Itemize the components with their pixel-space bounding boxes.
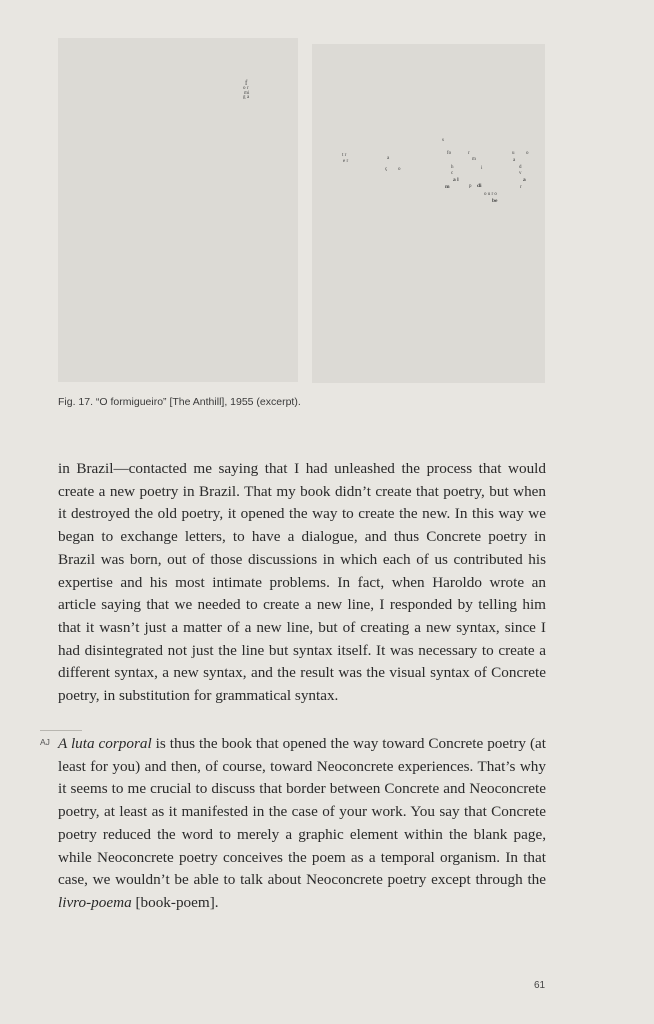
poem-letter: a	[247, 95, 250, 100]
book-title: A luta corporal	[58, 735, 152, 752]
poem-letter: o	[526, 151, 529, 156]
poem-letter: ç	[385, 167, 388, 172]
figure-caption: Fig. 17. “O formigueiro” [The Anthill], 1955 (excerpt).	[58, 396, 301, 408]
poem-letter: o	[398, 167, 401, 172]
poem-letter: c	[451, 171, 454, 176]
question-text: is thus the book that opened the way toward Concrete poetry (at least for you) and then, of course, toward Neoconcrete experiences. That’s why it seems to me crucial to discuss that border between Concrete and Neoconcrete poetry, at least as it manifested in the case of your work. You say that Concrete poetry reduced the word to merely a graphic element within the blank page, while Neoconcrete poetry conceives the poem as a temporal organism. In that case, we wouldn’t be able to talk about Neoconcrete poetry except through the	[58, 735, 546, 889]
poem-letter: a	[387, 156, 390, 161]
poem-letter: be	[492, 198, 498, 204]
poem-letter: t r	[342, 153, 347, 158]
poem-letter: r	[468, 151, 470, 156]
poem-letter: m	[244, 91, 248, 96]
poem-letter: a l	[453, 177, 459, 183]
poem-letter: h	[451, 165, 454, 170]
figure-left-page	[58, 38, 298, 382]
poem-letter: fo	[447, 151, 452, 156]
poem-letter: di	[477, 183, 482, 189]
poem-letter: r	[247, 86, 249, 91]
figure-right-page	[312, 44, 545, 383]
italic-term: livro-poema	[58, 893, 132, 911]
poem-letter: o u r o	[484, 192, 497, 197]
question-text-end: [book-poem].	[131, 893, 219, 911]
page-number: 61	[534, 980, 546, 991]
poem-letter: s	[442, 138, 444, 143]
poem-letter: m	[445, 184, 450, 190]
body-paragraph: in Brazil—contacted me saying that I had unleashed the process that would create a new poetry in Brazil. That my book didn’t create that poetry, but when it destroyed the old poetry, it opened the way to create the new. In this way we began to exchange letters, to have a dialogue, and thus Concrete poetry in Brazil was born, out of those discussions in which each of us contributed his expertise and his most intimate problems. In fact, when Haroldo wrote an article saying that we needed to create a new line, I responded by telling him that it wasn’t just a matter of a new line, but of creating a new syntax, since I had disintegrated not just the line but syntax itself. It was necessary to create a different syntax, a new syntax, and the result was the visual syntax of Concrete poetry, in substitution for grammatical syntax.	[58, 460, 546, 705]
body-paragraph-question	[58, 733, 546, 915]
speaker-label: AJ	[40, 737, 50, 747]
poem-letter: i	[481, 166, 483, 171]
speaker-rule	[40, 730, 82, 731]
poem-letter: a	[523, 177, 526, 183]
poem-letter: v	[519, 171, 522, 176]
poem-letter: r	[520, 185, 522, 190]
poem-letter: g	[243, 95, 246, 100]
poem-letter: d	[519, 165, 522, 170]
poem-letter: f	[245, 79, 248, 87]
poem-letter: m	[472, 157, 476, 162]
poem-letter: p	[469, 184, 472, 189]
poem-letter: u	[512, 151, 515, 156]
poem-letter: i	[248, 91, 250, 96]
poem-letter: e r	[343, 159, 349, 164]
poem-letter: o	[243, 86, 246, 91]
poem-letter: a	[513, 158, 516, 163]
